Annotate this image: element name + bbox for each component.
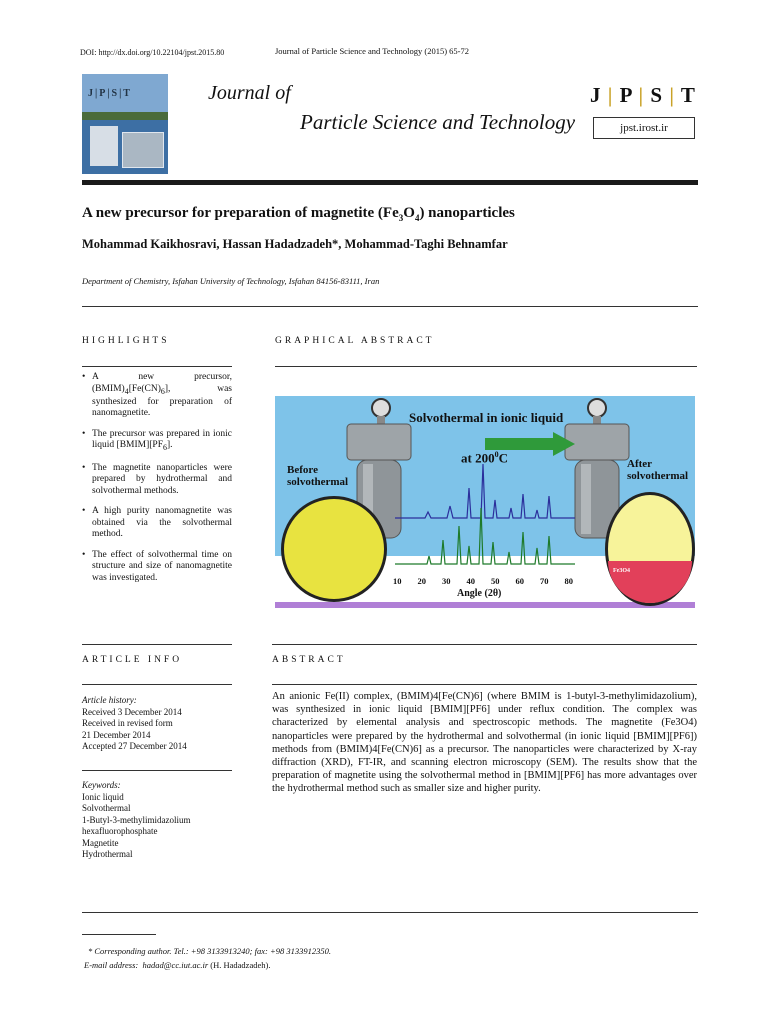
article-title: A new precursor for preparation of magnetite $(Fe_3O_4)$ nanoparticles (82, 205, 515, 223)
journal-title-line2: Particle Science and Technology (300, 110, 576, 134)
article-history: Article history: Received 3 December 2014 Received in revised form 21 December 2014 Accepted 27 December 2014 (82, 695, 187, 751)
graphical-abstract-heading: GRAPHICAL ABSTRACT (275, 336, 435, 346)
divider (272, 644, 697, 645)
email-link[interactable]: hadad@cc.iut.ac.ir (142, 960, 209, 970)
ga-before-label: Before solvothermal (287, 464, 349, 488)
divider (272, 684, 697, 685)
highlights-heading: HIGHLIGHTS (82, 336, 170, 346)
divider (82, 366, 232, 367)
abstract-heading: ABSTRACT (272, 655, 346, 665)
article-info-heading: ARTICLE INFO (82, 655, 183, 665)
divider (275, 366, 697, 367)
particles-after-icon (605, 492, 695, 606)
ga-x-ticks: 10 20 30 40 50 60 70 80 (393, 576, 573, 586)
highlight-item: • A high purity nanomagnetite was obtained via the solvothermal method. (82, 506, 232, 541)
ga-particle-label: Fe3O4 (613, 568, 630, 574)
particles-before-icon (281, 496, 387, 602)
graphical-abstract-figure (275, 396, 695, 608)
header-divider (82, 180, 698, 185)
journal-url[interactable]: jpst.irost.ir (593, 117, 695, 139)
jpst-logo: J | P | S | T (590, 83, 696, 107)
article-affiliation: Department of Chemistry, Isfahan University of Technology, Isfahan 84156-83111, Iran (82, 276, 380, 286)
email-line: E-mail address: hadad@cc.iut.ac.ir (H. Hadadzadeh). (84, 960, 271, 970)
highlight-item: • The precursor was prepared in ionic liquid $[BMIM][PF_6]$. (82, 429, 232, 454)
divider (82, 684, 232, 685)
divider (82, 912, 698, 913)
journal-cover-image (82, 74, 168, 174)
journal-reference: Journal of Particle Science and Technology (2015) 65-72 (275, 46, 469, 56)
ga-arrow-text: Solvothermal in ionic liquid (409, 410, 564, 425)
doi[interactable]: DOI: http://dx.doi.org/10.22104/jpst.2015.80 (80, 48, 225, 57)
abstract-text: An anionic Fe(II) complex, (BMIM)4[Fe(CN)6] (where BMIM is 1-butyl-3-methylimidazolium), was synthesized in ionic liquid [BMIM][PF6] under reflux condition. The complex was characterized by elemental analysis and spectroscopic methods. The magnetite (Fe3O4) nanoparticles were prepared by the hydrothermal and solvothermal (in ionic liquid [BMIM][PF6]) methods from (BMIM)4[Fe(CN)6] as a precursor. The nanoparticles were characterized by X-ray diffraction (XRD), FT-IR, and scanning electron microscopy (SEM). The results show that the preparation of magnetite using the solvothermal method in [BMIM][PF6] has more advantages over the hydrothermal method such as smaller size and higher purity. (272, 691, 697, 795)
ga-x-label: Angle (2θ) (457, 588, 502, 599)
divider (82, 306, 698, 307)
highlight-item: • The effect of solvothermal time on structure and size of nanomagnetite was investigated. (82, 550, 232, 585)
corresponding-author: * Corresponding author. Tel.: +98 3133913240; fax: +98 3133912350. (88, 946, 331, 956)
divider (82, 770, 232, 771)
highlight-item: • A new precursor, $(BMIM)_4[Fe(CN)_6]$, was synthesized for preparation of nanomagnetite. (82, 372, 232, 420)
highlights-list (82, 372, 232, 593)
ga-after-label: After solvothermal (627, 458, 689, 482)
keywords: Keywords: Ionic liquid Solvothermal 1-Butyl-3-methylimidazolium hexafluorophosphate Magnetite Hydrothermal (82, 780, 191, 859)
xrd-pattern (395, 436, 575, 566)
article-authors: Mohammad Kaikhosravi, Hassan Hadadzadeh*, Mohammad-Taghi Behnamfar (82, 237, 508, 251)
journal-title-line1: Journal of (208, 82, 291, 104)
cover-logo: J|P|S|T (88, 88, 132, 99)
highlight-item: • The magnetite nanoparticles were prepared by hydrothermal and solvothermal methods. (82, 463, 232, 498)
divider (82, 644, 232, 645)
ga-temperature: at $200^0C$ (461, 450, 508, 466)
footnote-rule (82, 934, 156, 935)
